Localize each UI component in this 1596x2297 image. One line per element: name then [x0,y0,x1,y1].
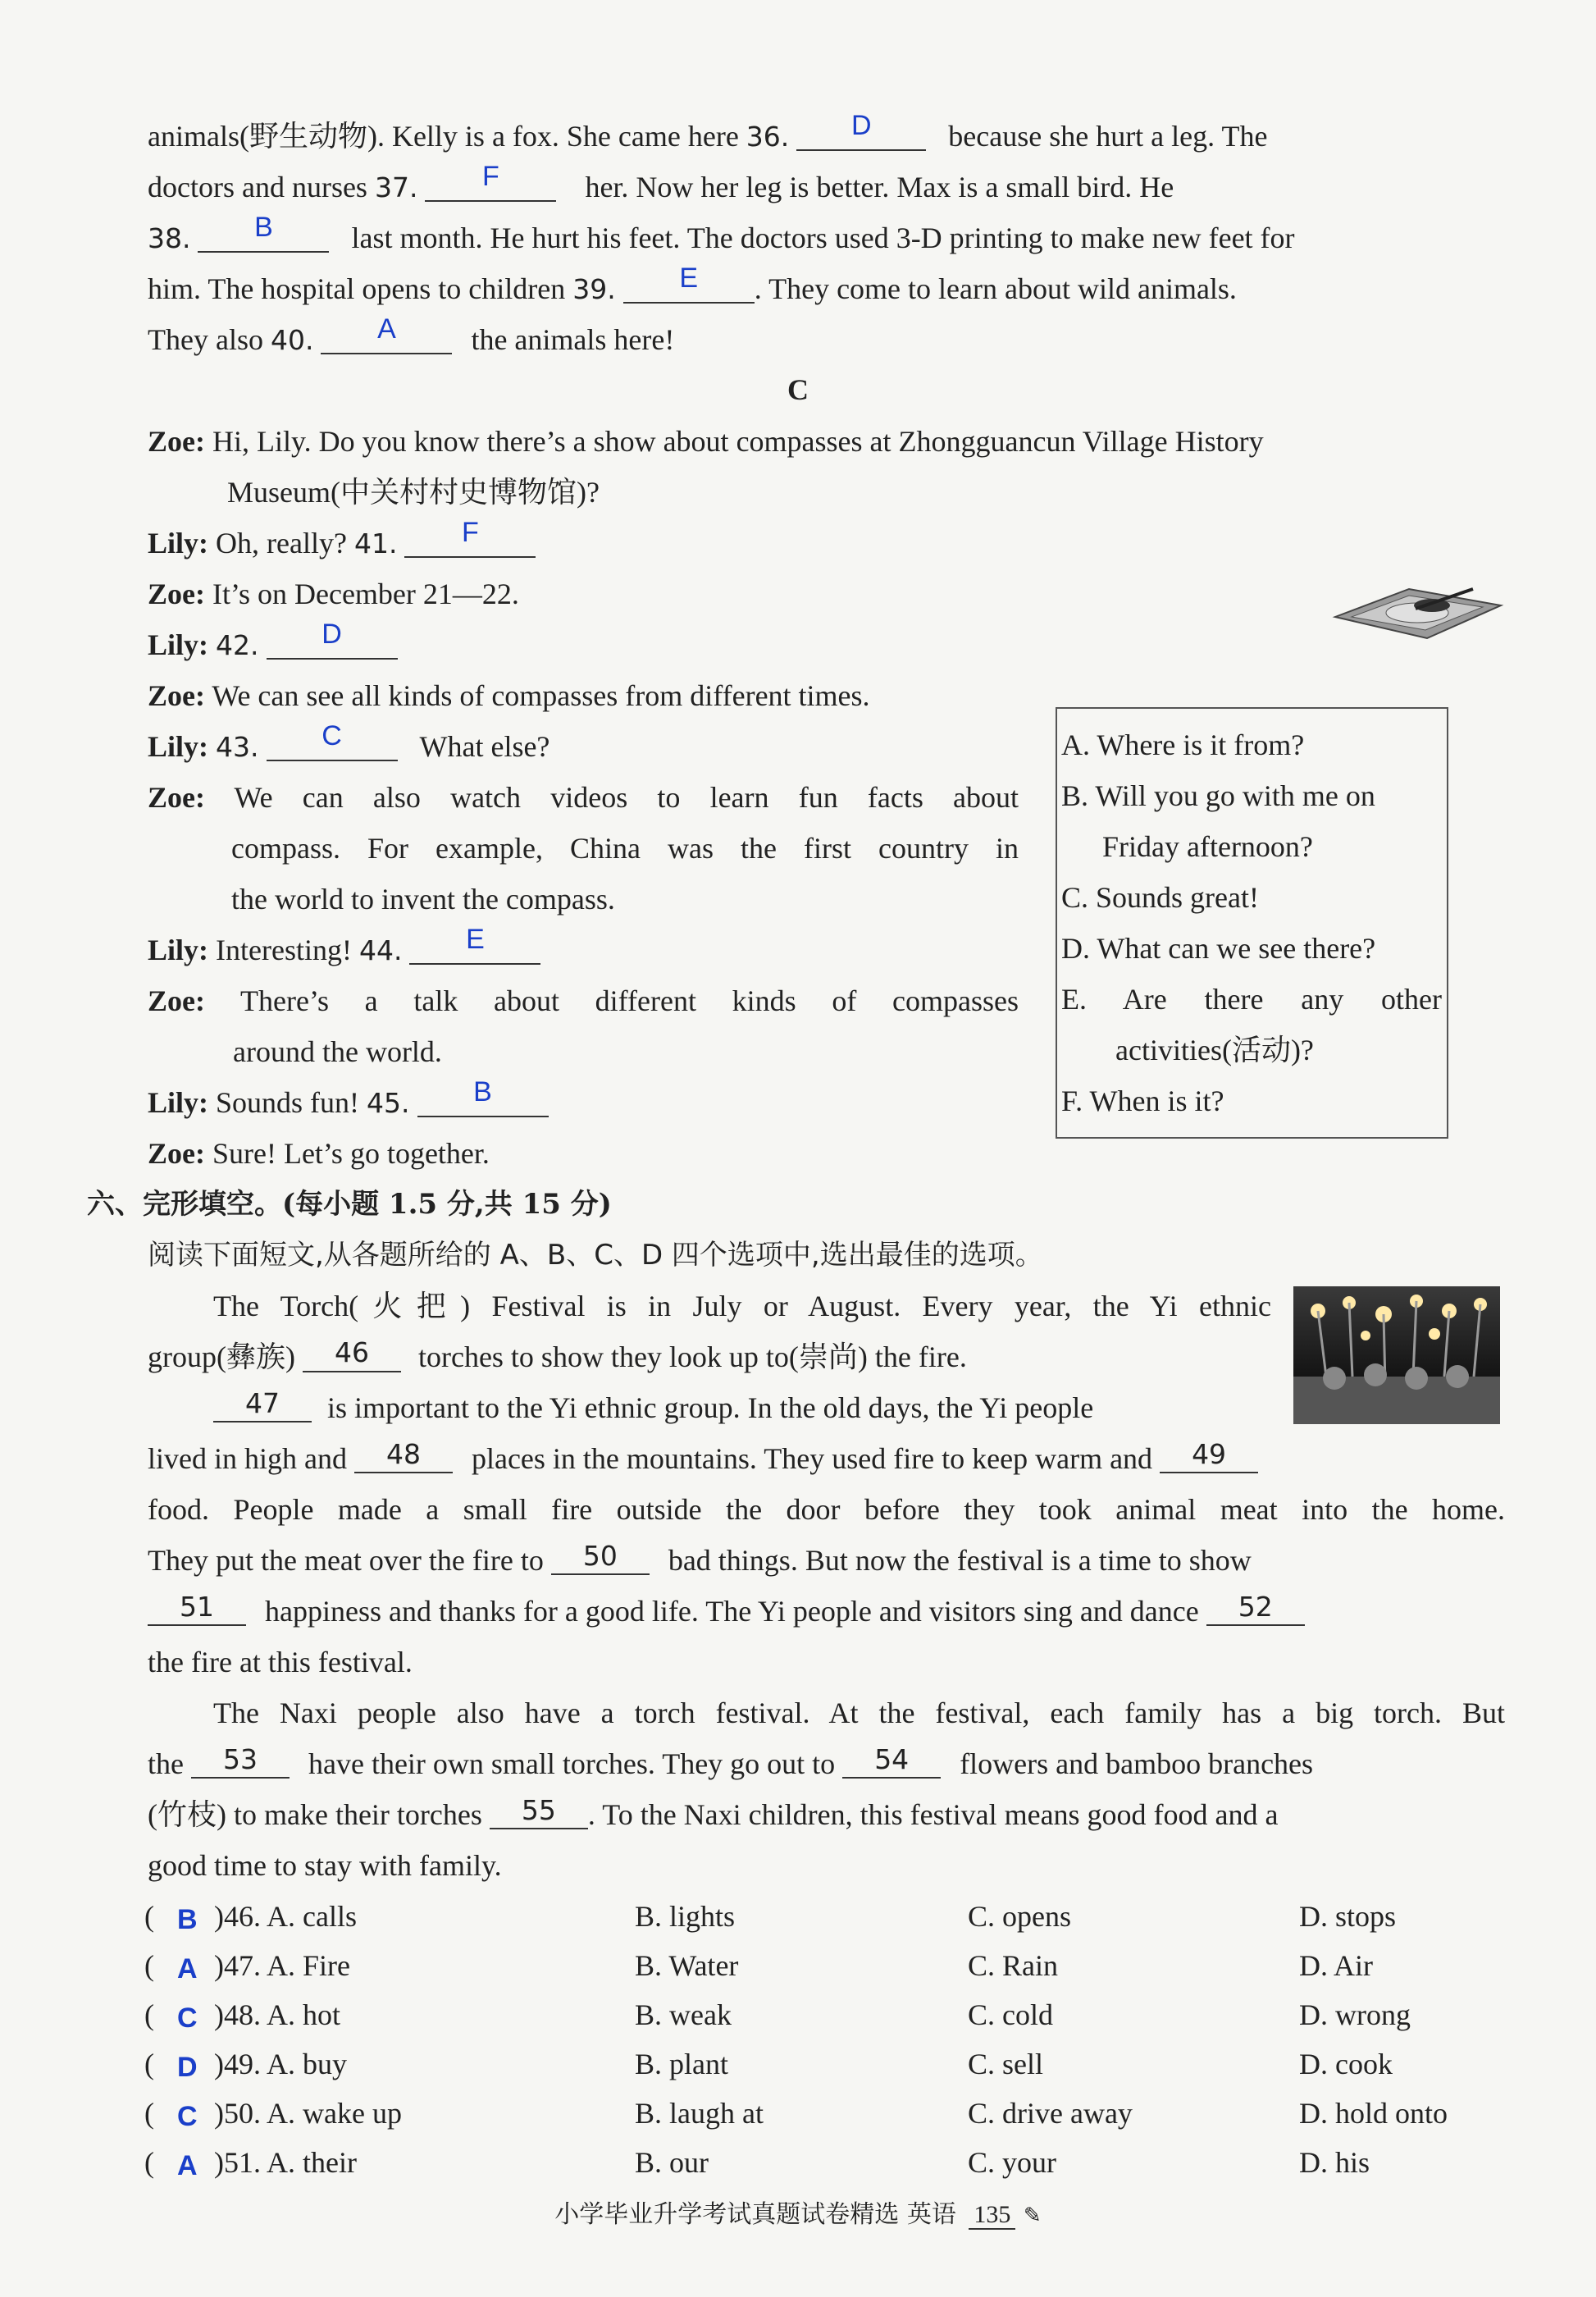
dialogue-line [148,423,1505,459]
dialogue-line [231,881,1019,917]
answer-blank-41[interactable] [404,517,536,558]
dialogue-text: Sounds fun! [216,1086,360,1119]
text: doctors and nurses [148,171,367,203]
blank-number: 53 [222,1743,258,1775]
paren-open: ( [144,1949,154,1982]
paren-open: ( [144,2097,154,2130]
option-b[interactable]: B. plant [635,2048,728,2080]
passage-line [148,212,1505,257]
option-d[interactable]: D. hold onto [1299,2097,1448,2130]
passage-line [148,1794,1505,1833]
dialogue-text: Interesting! [216,934,352,966]
dialogue-text: There’s a talk about different kinds of compasses [240,984,1019,1017]
speaker-label: Zoe: [148,781,205,814]
dialogue-text: Hi, Lily. Do you know there’s a show about compasses at Zhongguancun Village History [212,425,1264,458]
option-c: C. Sounds great! [1061,881,1259,914]
text: have their own small torches. They go out to [308,1747,836,1780]
option-a[interactable]: )51. A. their [214,2146,357,2179]
text: (竹枝) to make their torches [148,1798,482,1831]
text: flowers and bamboo branches [960,1747,1314,1780]
cloze-blank-53[interactable] [191,1743,290,1779]
selected-answer[interactable]: D [177,2052,198,2083]
footer-title: 小学毕业升学考试真题试卷精选 英语 [554,2200,956,2229]
text: lived in high and [148,1442,347,1475]
paren-open: ( [144,1900,154,1933]
cloze-blank-46[interactable] [303,1336,401,1372]
text: animals(野生动物). Kelly is a fox. She came here [148,120,739,153]
paren-open: ( [144,2146,154,2179]
dialogue-text: the world to invent the compass. [231,883,615,916]
option-a[interactable]: )48. A. hot [214,1998,341,2031]
answer-blank-38[interactable] [198,212,329,253]
passage-line: food. People made a small fire outside the door before they took animal meat into the home. [148,1493,1505,1526]
option-d: D. What can we see there? [1061,932,1376,965]
option-a: A. Where is it from? [1061,728,1305,761]
answer-44: E [466,924,485,955]
blank-number: 54 [874,1743,910,1775]
blank-number: 47 [245,1387,280,1419]
passage-line [148,110,1505,155]
instruction: 阅读下面短文,从各题所给的 A、B、C、D 四个选项中,选出最佳的选项。 [148,1239,1043,1272]
speaker-label: Lily: [148,730,209,763]
cloze-blank-47[interactable] [213,1387,312,1422]
dialogue-text: Oh, really? [216,527,347,559]
cloze-blank-48[interactable] [354,1438,453,1473]
cloze-blank-49[interactable] [1160,1438,1258,1473]
option-c[interactable]: C. cold [968,1998,1053,2031]
text: . To the Naxi children, this festival means good food and a [587,1798,1279,1831]
text: is important to the Yi ethnic group. In the old days, the Yi people [327,1391,1094,1424]
option-d[interactable]: D. Air [1299,1949,1373,1982]
passage-line [148,313,1505,358]
dialogue-line [148,779,1019,815]
section-heading: C [787,373,809,406]
passage-line [148,1542,1505,1578]
text: the [148,1747,184,1780]
option-d[interactable]: D. stops [1299,1900,1397,1933]
question-number: 38. [148,222,191,254]
answer-36: D [851,110,872,141]
page-footer [0,2194,1596,2230]
passage-line [148,263,1505,308]
question-number: 45. [367,1087,410,1119]
option-b[interactable]: B. Water [635,1949,739,1982]
text: him. The hospital opens to children [148,272,566,305]
answer-blank-45[interactable] [417,1076,549,1117]
passage-line [148,1336,1505,1375]
passage-line [213,1387,1271,1426]
passage-line [148,1743,1505,1782]
text: her. Now her leg is better. Max is a small bird. He [585,171,1174,203]
option-a[interactable]: )47. A. Fire [214,1949,350,1982]
speaker-label: Lily: [148,1086,209,1119]
selected-answer[interactable]: A [177,1953,198,1984]
option-c[interactable]: C. sell [968,2048,1044,2080]
text: last month. He hurt his feet. The doctors used 3-D printing to make new feet for [351,221,1295,254]
blank-number: 50 [582,1540,618,1572]
dialogue-text: Museum(中关村村史博物馆)? [227,476,600,509]
answer-42: D [321,619,342,650]
option-a[interactable]: )46. A. calls [214,1900,357,1933]
question-number: 37. [374,171,418,203]
passage-line: The Naxi people also have a torch festival. At the festival, each family has a big torch. But [213,1696,1505,1729]
page-number: 135 [969,2201,1015,2230]
paren-open: ( [144,1998,154,2031]
passage-line [148,161,1505,206]
dialogue-text: What else? [419,730,550,763]
dialogue-text: compass. For example, China was the first country in [231,832,1019,865]
dialogue-text: We can also watch videos to learn fun facts about [234,781,1019,814]
option-c[interactable]: C. Rain [968,1949,1059,1982]
blank-number: 46 [334,1336,369,1368]
question-number: 42. [216,629,259,661]
answer-43: C [321,720,342,751]
paren-open: ( [144,2048,154,2080]
text: the animals here! [471,323,675,356]
option-c[interactable]: C. drive away [968,2097,1133,2130]
answer-38: B [254,212,273,243]
dialogue-text: around the world. [233,1035,442,1068]
blank-number: 49 [1192,1438,1227,1470]
text: They put the meat over the fire to [148,1544,544,1577]
option-b-cont: Friday afternoon? [1102,830,1313,863]
option-d[interactable]: D. wrong [1299,1998,1411,2031]
question-number: 43. [216,731,259,763]
dialogue-text: We can see all kinds of compasses from different times. [212,679,870,712]
passage-line: The Torch(火把) Festival is in July or August. Every year, the Yi ethnic [213,1290,1271,1322]
passage-line: good time to stay with family. [148,1849,502,1882]
selected-answer[interactable]: C [177,2101,198,2132]
answer-41: F [462,517,479,548]
option-c[interactable]: C. opens [968,1900,1071,1933]
option-c[interactable]: C. your [968,2146,1056,2179]
speaker-label: Lily: [148,527,209,559]
dialogue-line [233,1034,1020,1070]
question-number: 36. [746,121,790,153]
answer-blank-36[interactable] [796,110,926,151]
dialogue-line [148,517,1505,562]
option-d[interactable]: D. cook [1299,2048,1393,2080]
selected-answer[interactable]: A [177,2150,198,2181]
answer-blank-40[interactable] [321,313,452,354]
option-b[interactable]: B. our [635,2146,709,2179]
selected-answer[interactable]: C [177,2002,198,2034]
answer-37: F [482,161,499,192]
dialogue-line [227,474,1585,510]
text: torches to show they look up to(崇尚) the fire. [417,1340,967,1373]
speaker-label: Zoe: [148,984,205,1017]
answer-45: B [473,1076,492,1107]
cloze-blank-52[interactable] [1206,1593,1305,1626]
answer-blank-44[interactable] [409,924,540,965]
blank-number: 48 [385,1438,421,1470]
question-number: 40. [270,324,314,356]
text: places in the mountains. They used fire to keep warm and [471,1442,1153,1475]
answer-blank-39[interactable] [623,263,755,304]
passage-line [148,1438,1505,1477]
speaker-label: Lily: [148,628,209,661]
dialogue-line [148,983,1019,1019]
selected-answer[interactable]: B [177,1904,198,1935]
option-e: E. Are there any other [1061,983,1442,1016]
answer-40: A [377,313,396,345]
answer-39: E [679,263,699,294]
blank-number: 51 [180,1591,214,1623]
cloze-blank-51[interactable] [148,1593,246,1626]
cloze-blank-55[interactable] [490,1794,588,1829]
text: group(彝族) [148,1340,295,1373]
blank-number: 52 [1238,1591,1273,1623]
dialogue-line [148,576,1505,612]
text: . They come to learn about wild animals. [754,272,1237,305]
text: because she hurt a leg. The [948,120,1268,153]
cloze-blank-50[interactable] [551,1542,650,1575]
passage-line: the fire at this festival. [148,1646,413,1678]
pencil-icon: ✎ [1023,2203,1042,2228]
question-number: 39. [572,273,616,305]
speaker-label: Zoe: [148,1137,205,1170]
option-b: B. Will you go with me on [1061,779,1375,812]
answer-blank-37[interactable] [425,161,556,202]
answer-blank-42[interactable] [267,619,398,660]
section-title: 六、完形填空。(每小题 1.5 分,共 15 分) [87,1188,612,1221]
speaker-label: Zoe: [148,425,205,458]
speaker-label: Zoe: [148,578,205,610]
dialogue-line [231,830,1019,866]
text: happiness and thanks for a good life. The Yi people and visitors sing and dance [265,1595,1199,1628]
blank-number: 55 [521,1794,556,1826]
options-box [1056,707,1448,1139]
option-b[interactable]: B. laugh at [635,2097,764,2130]
option-d[interactable]: D. his [1299,2146,1370,2179]
option-b[interactable]: B. weak [635,1998,732,2031]
dialogue-text: It’s on December 21—22. [212,578,519,610]
option-a[interactable]: )50. A. wake up [214,2097,402,2130]
text: They also [148,323,263,356]
dialogue-text: Sure! Let’s go together. [212,1137,490,1170]
text: bad things. But now the festival is a time to show [668,1544,1252,1577]
option-b[interactable]: B. lights [635,1900,736,1933]
question-number: 44. [358,934,403,966]
option-e-cont: activities(活动)? [1115,1034,1314,1066]
answer-blank-43[interactable] [267,720,398,761]
dialogue-line [148,1135,1505,1171]
speaker-label: Zoe: [148,679,205,712]
option-f: F. When is it? [1061,1085,1224,1117]
option-a[interactable]: )49. A. buy [214,2048,347,2080]
cloze-blank-54[interactable] [842,1743,941,1779]
speaker-label: Lily: [148,934,209,966]
question-number: 41. [353,527,398,559]
dialogue-line [148,619,1505,664]
passage-line [148,1593,1505,1629]
